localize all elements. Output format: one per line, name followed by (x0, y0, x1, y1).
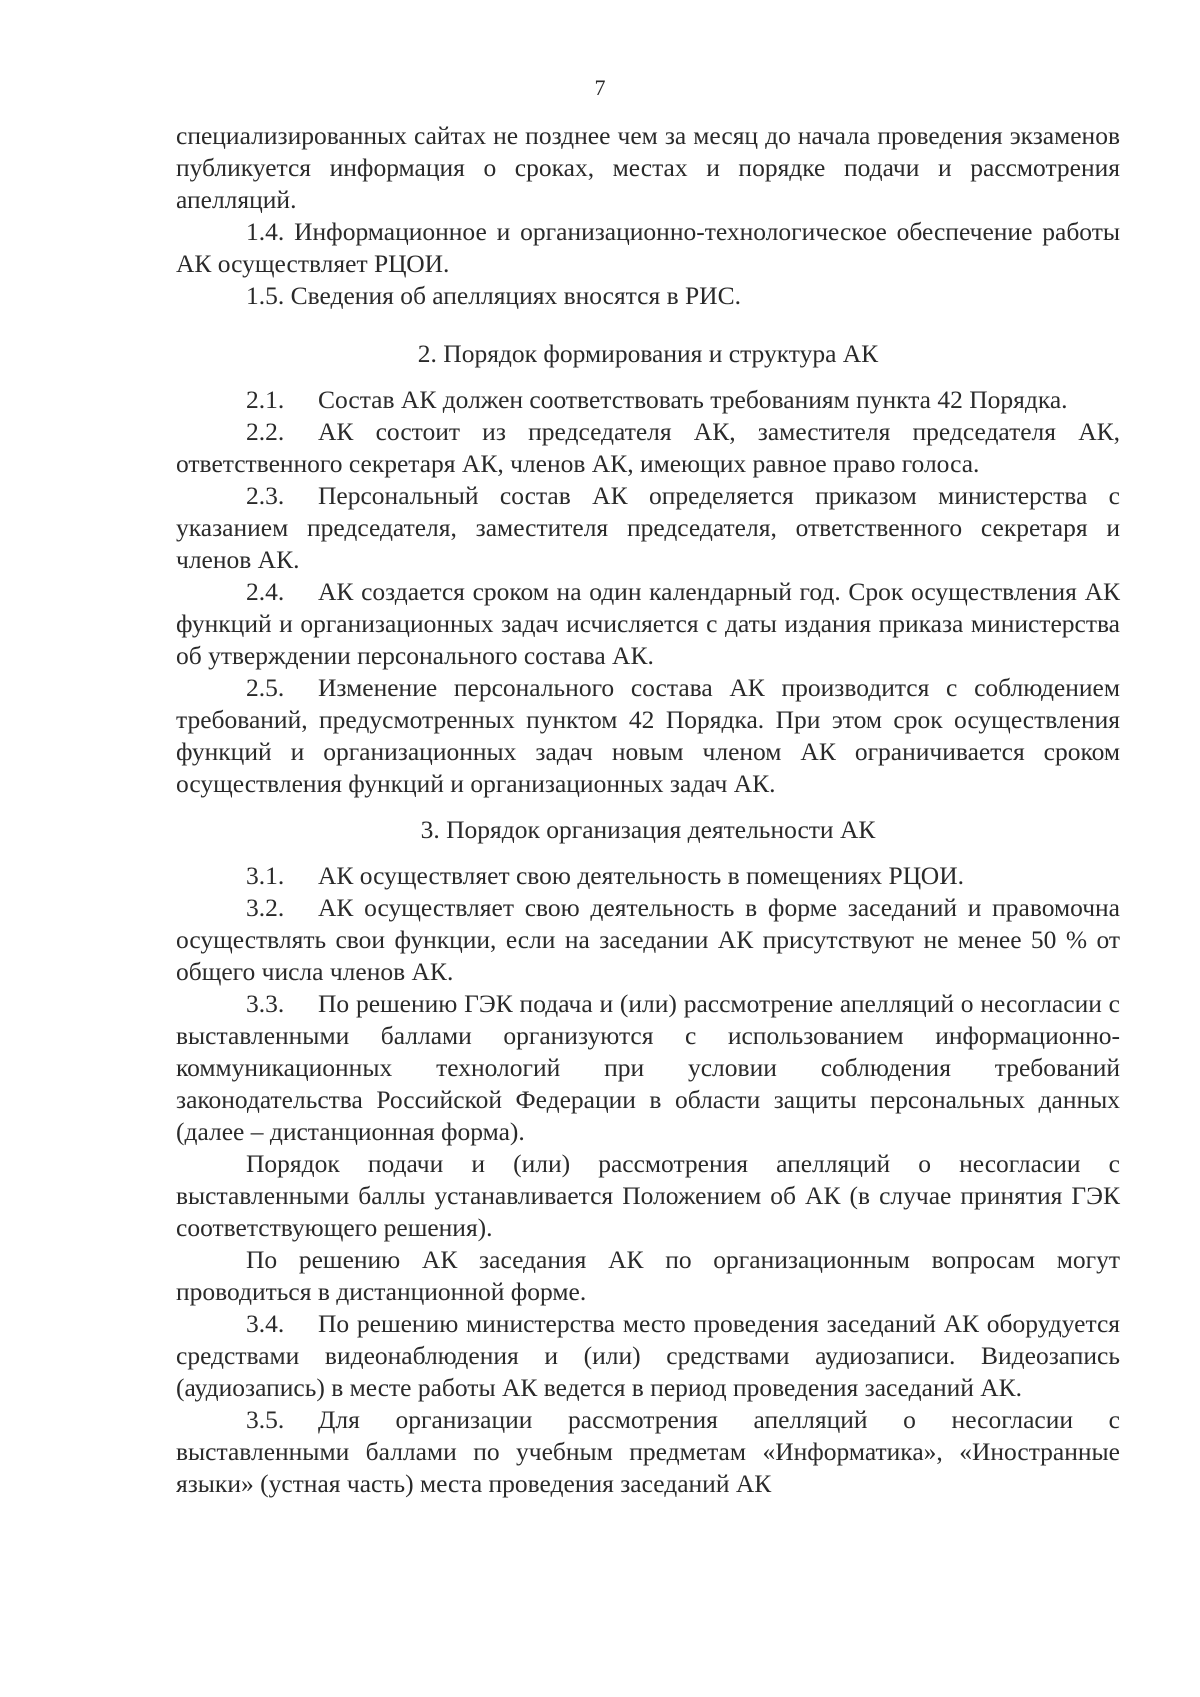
section-heading-3: 3. Порядок организация деятельности АК (420, 815, 876, 844)
paragraph-2-3 (176, 480, 1120, 576)
item-number: 3.5. (246, 1405, 285, 1434)
item-text: Изменение персонального состава АК производится с соблюдением требований, предусмотренных пунктом 42 Порядка. При этом срок осуществления функций и организационных задач новым членом АК ограничивается сроком осуществления функций и организационных задач АК. (176, 673, 1120, 798)
item-number: 3.3. (246, 989, 285, 1018)
paragraph-3-2 (176, 892, 1120, 988)
document-body (176, 120, 1120, 1500)
item-text: По решению министерства место проведения заседаний АК оборудуется средствами видеонаблюдения и (или) средствами аудиозаписи. Видеозапись (аудиозапись) в месте работы АК ведется в период проведения заседаний АК. (176, 1309, 1120, 1402)
item-number: 2.5. (246, 673, 285, 702)
paragraph-3-3-c: По решению АК заседания АК по организационным вопросам могут проводиться в дистанционной форме. (176, 1245, 1120, 1306)
item-text: Персональный состав АК определяется приказом министерства с указанием председателя, заместителя председателя, ответственного секретаря и членов АК. (176, 481, 1120, 574)
item-text: По решению ГЭК подача и (или) рассмотрение апелляций о несогласии с выставленными баллами организуются с использованием информационно-коммуникационных технологий при условии соблюдения требований законодательства Российской Федерации в области защиты персональных данных (далее – дистанционная форма). (176, 989, 1120, 1146)
item-number: 2.4. (246, 577, 285, 606)
paragraph-2-2 (176, 416, 1120, 480)
item-number: 3.1. (246, 861, 285, 890)
paragraph-3-4 (176, 1308, 1120, 1404)
item-number: 2.2. (246, 417, 285, 446)
item-number: 3.4. (246, 1309, 285, 1338)
paragraph-1-4: 1.4. Информационное и организационно-технологическое обеспечение работы АК осуществляет РЦОИ. (176, 217, 1120, 278)
item-number: 2.3. (246, 481, 285, 510)
item-text: Состав АК должен соответствовать требованиям пункта 42 Порядка. (318, 385, 1068, 414)
page-number: 7 (594, 75, 606, 100)
item-number: 3.2. (246, 893, 285, 922)
paragraph-1-5: 1.5. Сведения об апелляциях вносятся в РИС. (246, 281, 741, 310)
paragraph-3-3-b: Порядок подачи и (или) рассмотрения апелляций о несогласии с выставленными баллы устанавливается Положением об АК (в случае принятия ГЭК соответствующего решения). (176, 1149, 1120, 1242)
item-text: АК создается сроком на один календарный год. Срок осуществления АК функций и организационных задач исчисляется с даты издания приказа министерства об утверждении персонального состава АК. (176, 577, 1120, 670)
paragraph-2-1 (176, 384, 1120, 416)
item-text: Для организации рассмотрения апелляций о несогласии с выставленными баллами по учебным предметам «Информатика», «Иностранные языки» (устная часть) места проведения заседаний АК (176, 1405, 1120, 1498)
item-text: АК состоит из председателя АК, заместителя председателя АК, ответственного секретаря АК, членов АК, имеющих равное право голоса. (176, 417, 1120, 478)
paragraph-2-4 (176, 576, 1120, 672)
paragraph-3-1 (176, 860, 1120, 892)
paragraph-2-5 (176, 672, 1120, 800)
paragraph-3-3 (176, 988, 1120, 1148)
paragraph-3-5 (176, 1404, 1120, 1500)
item-text: АК осуществляет свою деятельность в помещениях РЦОИ. (318, 861, 965, 890)
paragraph-continuation: специализированных сайтах не позднее чем за месяц до начала проведения экзаменов публикуется информация о сроках, местах и порядке подачи и рассмотрения апелляций. (176, 121, 1120, 214)
section-heading-2: 2. Порядок формирования и структура АК (417, 339, 879, 368)
item-number: 2.1. (246, 385, 285, 414)
item-text: АК осуществляет свою деятельность в форме заседаний и правомочна осуществлять свои функции, если на заседании АК присутствуют не менее 50 % от общего числа членов АК. (176, 893, 1120, 986)
